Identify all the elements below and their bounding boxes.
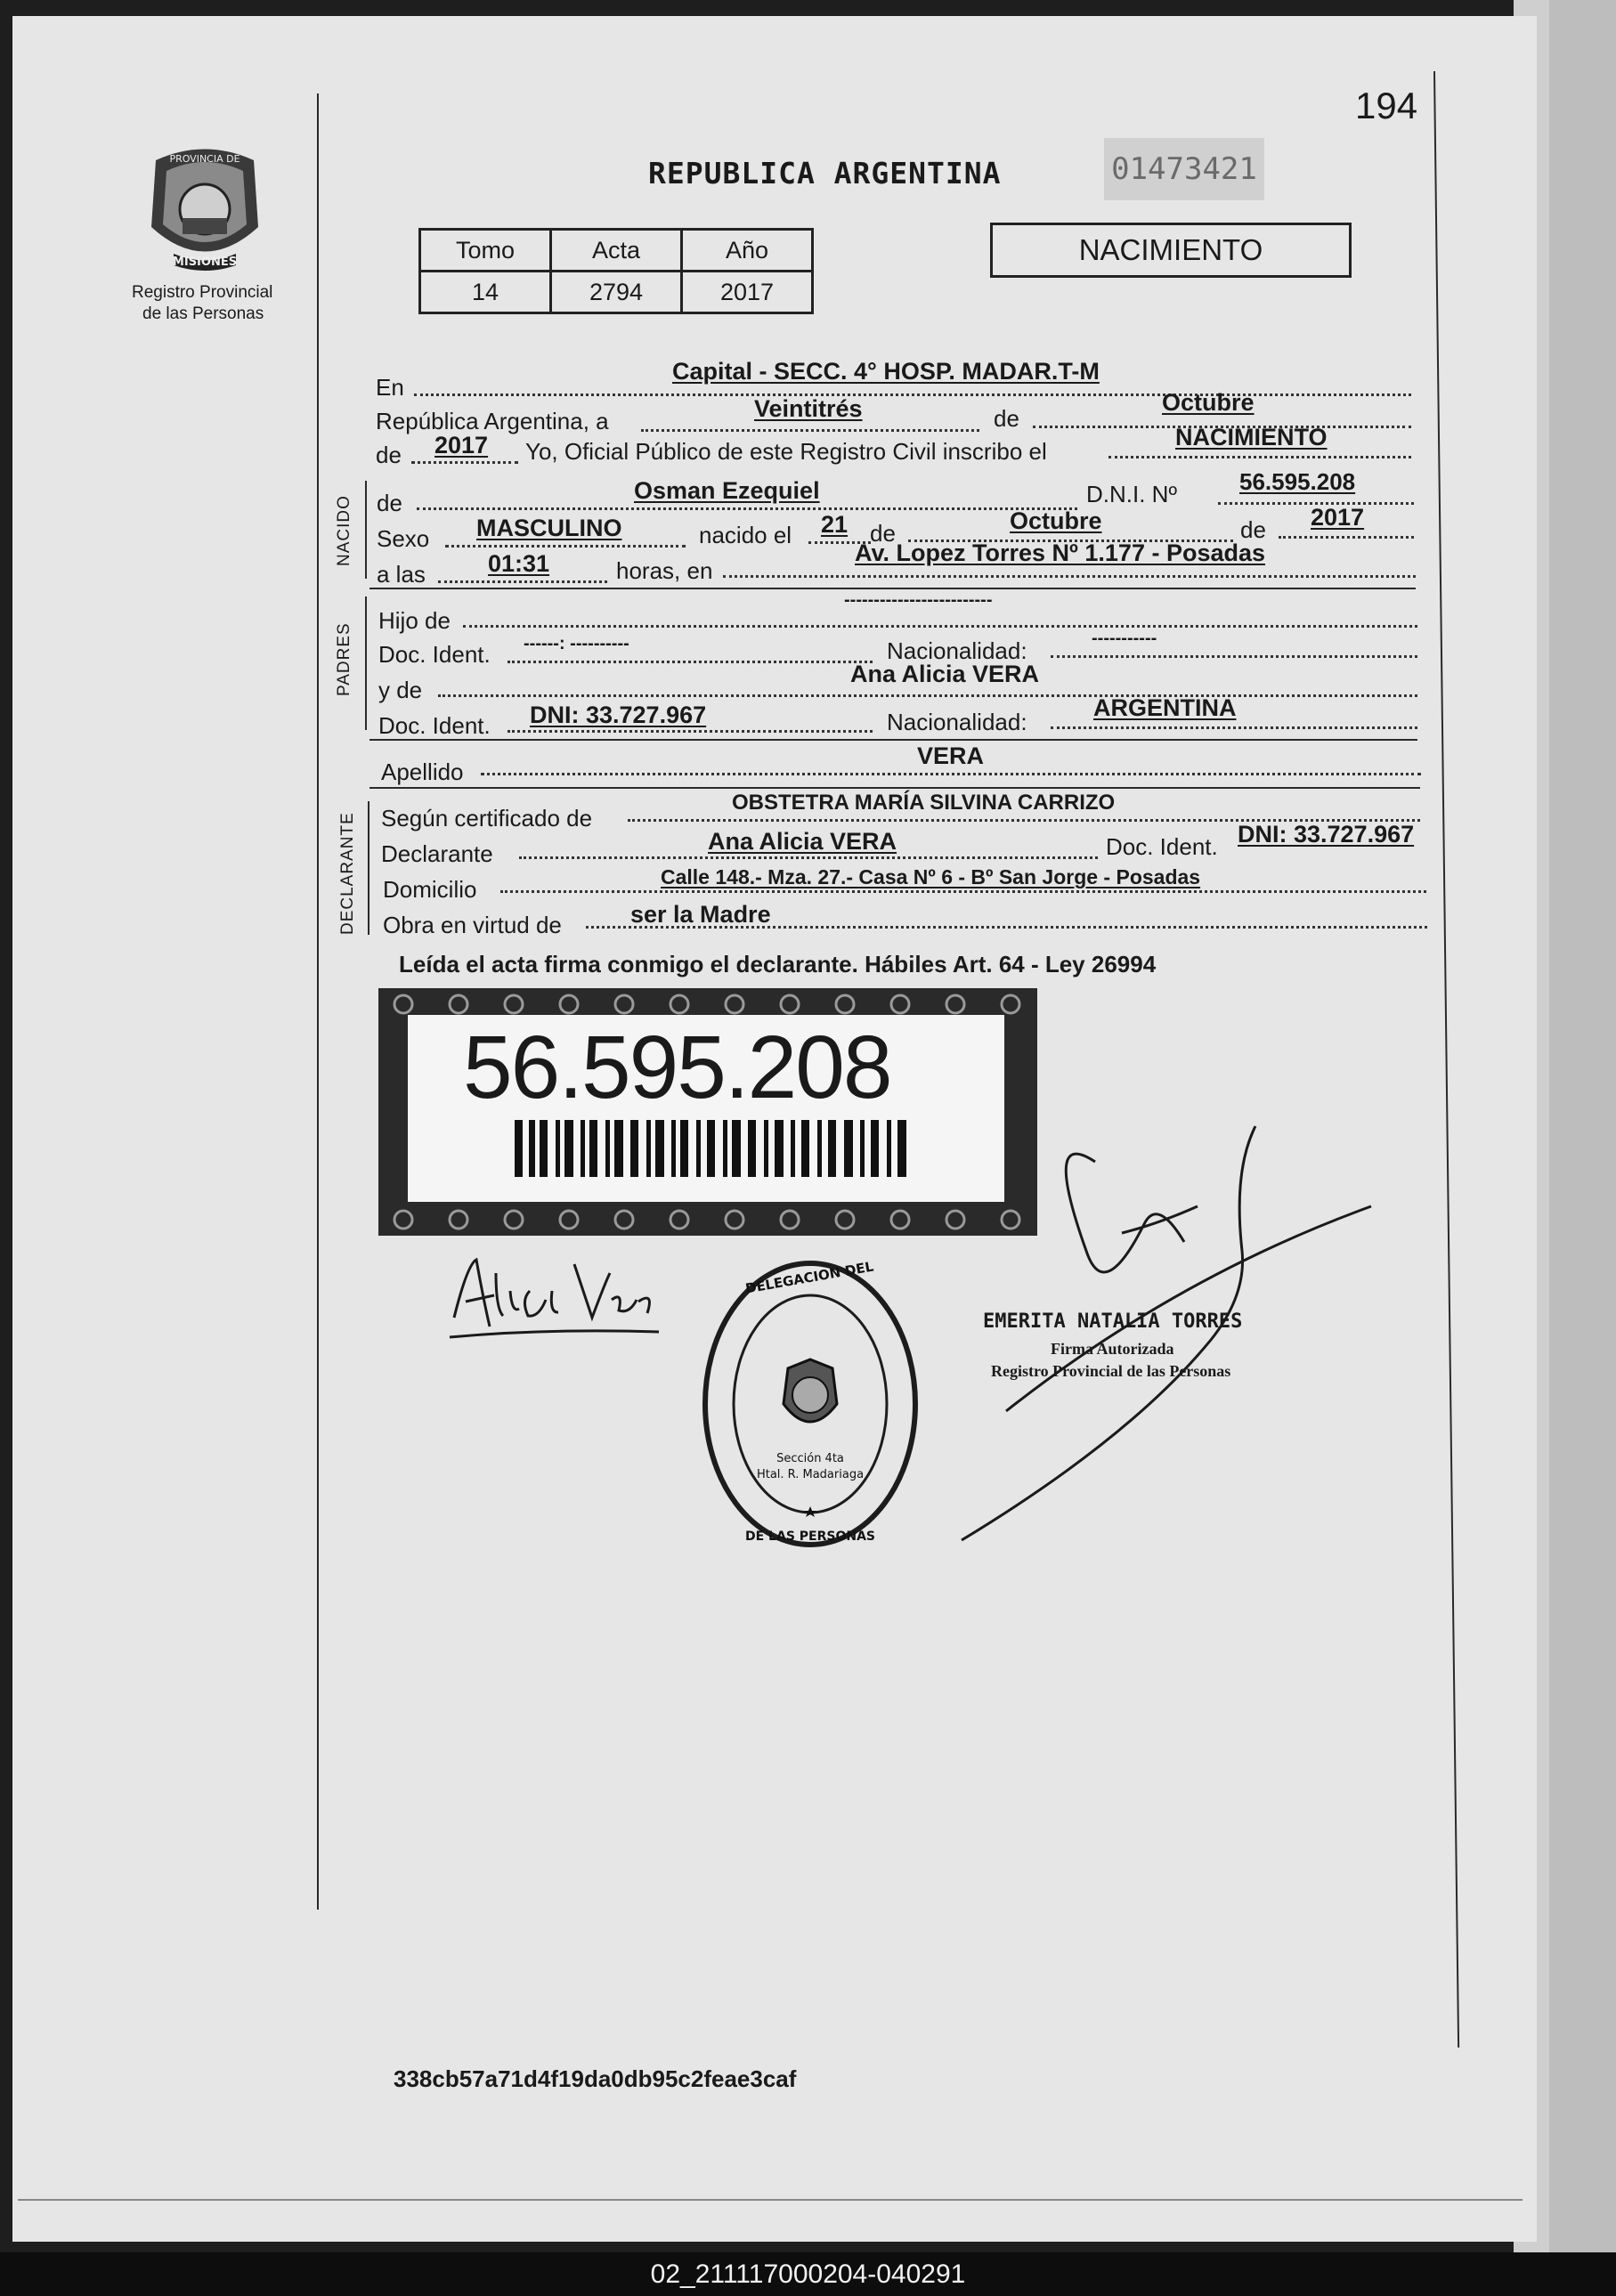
dots-line [508, 661, 873, 663]
doc-ident-label: Doc. Ident. [378, 641, 491, 668]
dots-line [1108, 456, 1411, 458]
header-tomo: Tomo [420, 230, 551, 272]
dots-line [1051, 726, 1417, 729]
de-label: de [870, 520, 896, 547]
certificado-value: OBSTETRA MARÍA SILVINA CARRIZO [732, 791, 1116, 815]
value-ano: 2017 [682, 272, 813, 313]
month-value: Octubre [1162, 389, 1255, 416]
tomo-acta-ano-table [418, 228, 814, 314]
nacionalidad-label: Nacionalidad: [887, 637, 1027, 664]
apellido-value: VERA [917, 742, 985, 769]
svg-text:Htal. R. Madariaga: Htal. R. Madariaga [756, 1468, 865, 1481]
sexo-value: MASCULINO [476, 515, 622, 541]
barcode [515, 1120, 906, 1177]
padres-bracket [365, 596, 367, 730]
declarante-label: Declarante [381, 840, 493, 867]
de-label: de [1240, 516, 1266, 543]
place-value: Capital - SECC. 4° HOSP. MADAR.T-M [672, 358, 1100, 385]
svg-text:MISIONES: MISIONES [172, 256, 238, 269]
svg-text:PROVINCIA DE: PROVINCIA DE [169, 153, 240, 165]
document-hash: 338cb57a71d4f19da0db95c2feae3caf [394, 2065, 797, 2092]
address-birth-value: Av. Lopez Torres Nº 1.177 - Posadas [855, 540, 1266, 566]
dni-value: 56.595.208 [1239, 468, 1356, 495]
country-title: REPUBLICA ARGENTINA [648, 156, 1002, 191]
dots-line [1279, 536, 1414, 539]
dots-line [417, 507, 1077, 510]
declarante-doc-value: DNI: 33.727.967 [1238, 821, 1415, 848]
apellido-divider [369, 787, 1420, 789]
declarante-value: Ana Alicia VERA [708, 828, 897, 855]
obra-value: ser la Madre [630, 901, 771, 928]
yo-text: Yo, Oficial Público de este Registro Civil inscribo el [525, 438, 1047, 465]
dots-line [463, 625, 1417, 628]
doc-ident-label-2: Doc. Ident. [1106, 833, 1218, 860]
dots-line [519, 856, 1098, 859]
dni-label: D.N.I. Nº [1086, 481, 1177, 507]
en-label: En [376, 374, 404, 401]
horas-label: horas, en [616, 557, 713, 584]
dots-line [500, 890, 1426, 893]
dots-line [411, 461, 518, 464]
de-label: de [376, 442, 402, 468]
dots-line [438, 694, 1417, 697]
left-frame-line [317, 93, 319, 1910]
header-acta: Acta [551, 230, 682, 272]
apellido-label: Apellido [381, 759, 464, 785]
mother-name-value: Ana Alicia VERA [850, 661, 1040, 687]
header-ano: Año [682, 230, 813, 272]
day-words-value: Veintitrés [754, 395, 863, 422]
domicilio-value: Calle 148.- Mza. 27.- Casa Nº 6 - Bº San Jorge - Posadas [661, 865, 1201, 888]
official-office: Registro Provincial de las Personas [991, 1362, 1231, 1380]
father-nat-value: ----------- [1092, 629, 1157, 648]
sexo-label: Sexo [377, 525, 430, 552]
bottom-frame-line [18, 2199, 1523, 2201]
obra-label: Obra en virtud de [383, 912, 562, 938]
svg-text:Sección 4ta: Sección 4ta [776, 1452, 844, 1465]
official-role: Firma Autorizada [1051, 1340, 1174, 1358]
record-type-box: NACIMIENTO [990, 223, 1352, 278]
nacionalidad-label: Nacionalidad: [887, 709, 1027, 735]
side-label-padres: PADRES [335, 622, 353, 696]
nacido-bracket [365, 481, 367, 579]
id-sticker-number: 56.595.208 [463, 1018, 891, 1117]
page-number: 194 [1355, 85, 1418, 126]
svg-text:DE LAS PERSONAS: DE LAS PERSONAS [745, 1529, 875, 1544]
declarante-bracket [368, 801, 369, 935]
official-name: EMERITA NATALIA TORRES [983, 1310, 1243, 1333]
segun-label: Según certificado de [381, 805, 593, 832]
year-value: 2017 [434, 432, 489, 458]
serial-number: 01473421 [1104, 138, 1264, 200]
mother-doc-value: DNI: 33.727.967 [530, 702, 707, 728]
birth-month-value: Octubre [1010, 507, 1102, 534]
dots-line [445, 545, 686, 548]
de-label: de [377, 490, 402, 516]
svg-text:DELEGACION DEL: DELEGACION DEL [743, 1258, 875, 1297]
birth-day-value: 21 [821, 511, 849, 538]
declarant-signature [441, 1246, 672, 1344]
province-emblem [138, 142, 272, 276]
logo-org-line1: Registro Provincial [132, 283, 273, 302]
registry-seal [699, 1257, 922, 1551]
dots-line [481, 773, 1421, 775]
closing-text: Leída el acta firma conmigo el declarante. Hábiles Art. 64 - Ley 26994 [399, 951, 1157, 978]
doc-ident-label: Doc. Ident. [378, 712, 491, 739]
de-label: de [994, 405, 1019, 432]
value-tomo: 14 [420, 272, 551, 313]
father-name-value: ------------------------- [844, 590, 993, 610]
file-id-bar: 02_211117000204-040291 [0, 2252, 1616, 2296]
dots-line [641, 429, 979, 432]
hijo-label: Hijo de [378, 607, 451, 634]
dots-line [414, 393, 1411, 396]
father-doc-value: ------: ---------- [524, 634, 629, 653]
y-de-label: y de [378, 677, 423, 703]
logo-org-line2: de las Personas [142, 304, 264, 323]
hour-value: 01:31 [488, 550, 550, 577]
back-page-edge-2 [1549, 0, 1616, 2252]
a-las-label: a las [377, 561, 426, 588]
dots-line [723, 575, 1416, 578]
side-label-declarante: DECLARANTE [338, 812, 357, 935]
nacido-label: nacido el [699, 522, 792, 548]
dots-line [1051, 655, 1417, 658]
side-label-nacido: NACIDO [335, 495, 353, 566]
act-value: NACIMIENTO [1175, 424, 1328, 450]
nacido-divider [369, 588, 1416, 589]
dots-line [438, 580, 607, 583]
name-value: Osman Ezequiel [634, 477, 820, 504]
domicilio-label: Domicilio [383, 876, 477, 903]
republica-label: República Argentina, a [376, 408, 609, 434]
mother-nat-value: ARGENTINA [1093, 694, 1237, 721]
birth-year-value: 2017 [1311, 504, 1365, 531]
padres-divider [369, 739, 1417, 741]
value-acta: 2794 [551, 272, 682, 313]
dots-line [508, 730, 873, 733]
